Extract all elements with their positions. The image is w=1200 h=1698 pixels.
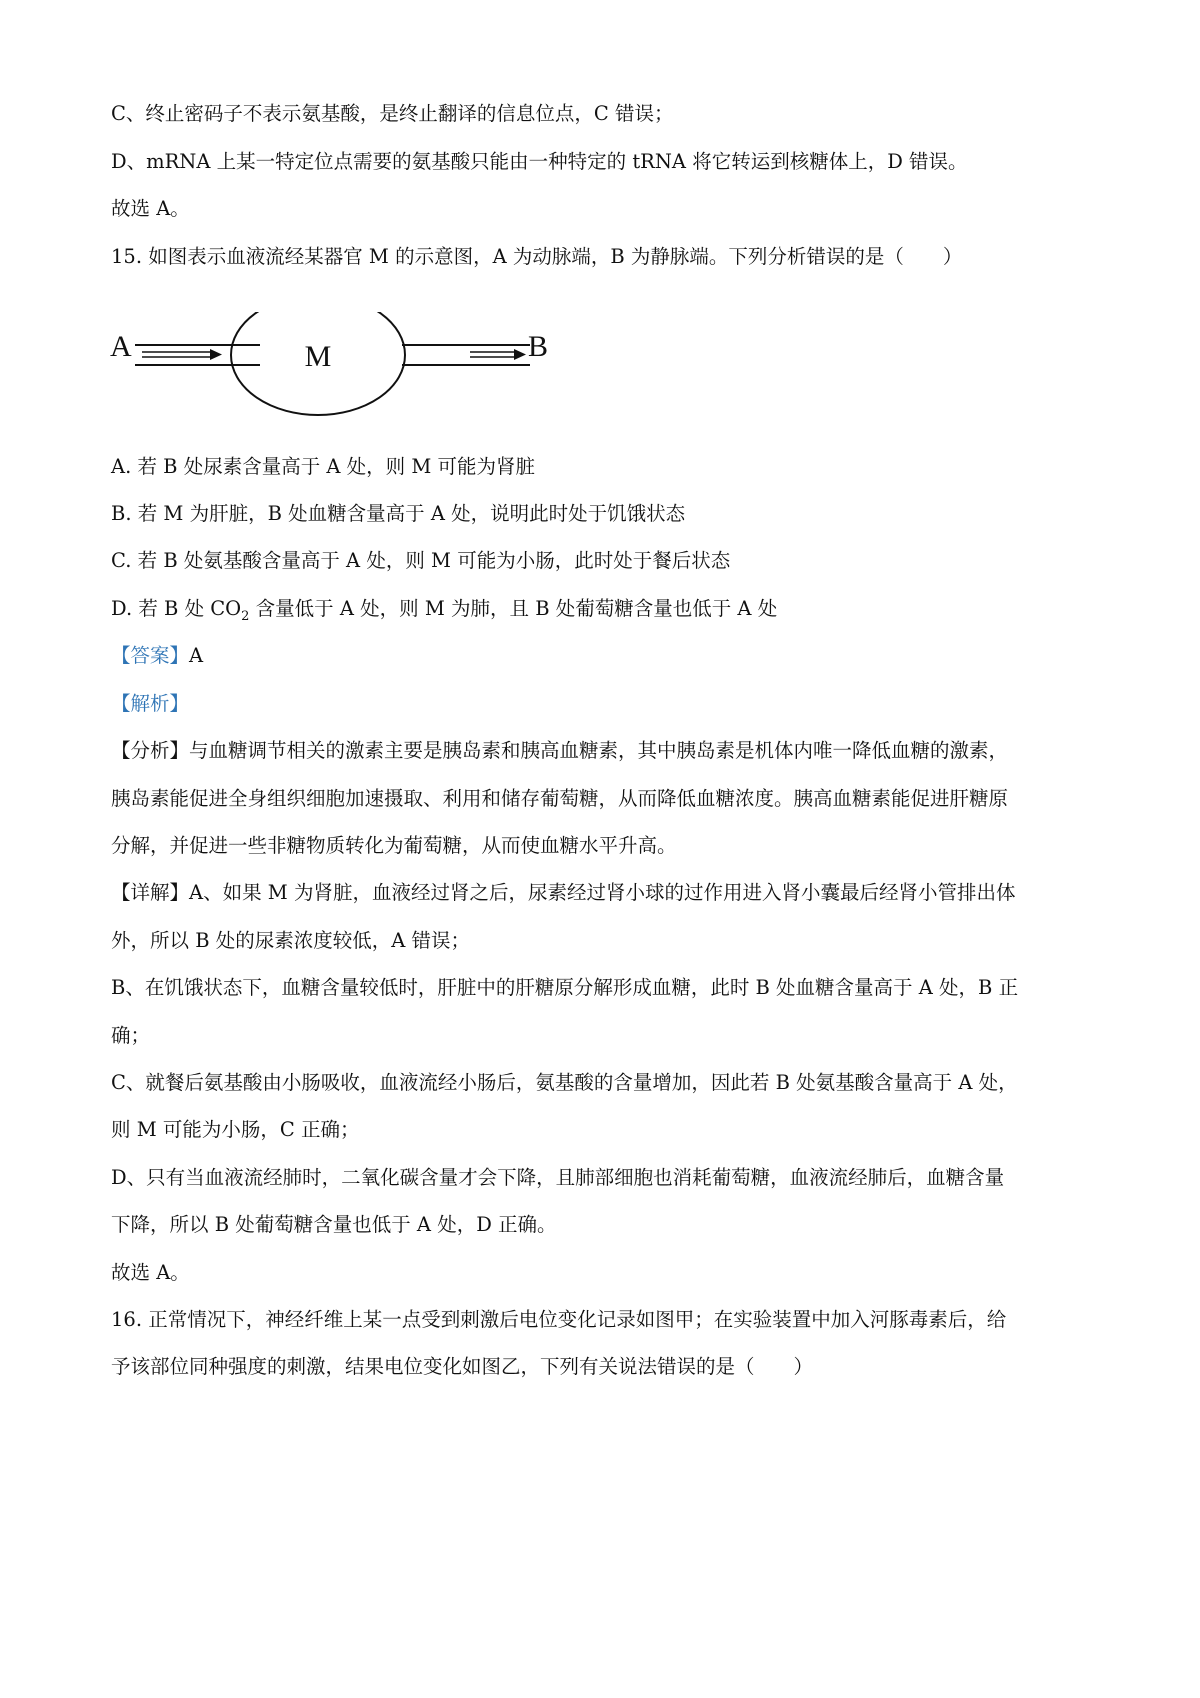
option-d-suffix: 含量低于 A 处，则 M 为肺，且 B 处葡萄糖含量也低于 A 处 xyxy=(249,597,778,620)
answer-tag: 【答案】 xyxy=(111,644,190,667)
text-line: D、mRNA 上某一特定位点需要的氨基酸只能由一种特定的 tRNA 将它转运到核糖体上，D 错误。 xyxy=(111,150,968,173)
diagram-label-b: B xyxy=(528,330,549,363)
analysis-line: 【分析】与血糖调节相关的激素主要是胰岛素和胰高血糖素，其中胰岛素是机体内唯一降低血糖的激素， xyxy=(111,739,1009,762)
diagram-label-m: M xyxy=(304,340,332,373)
analysis-line: 【详解】A、如果 M 为肾脏，血液经过肾之后，尿素经过肾小球的过作用进入肾小囊最后经肾小管排出体 xyxy=(111,881,1016,904)
option-d xyxy=(111,596,777,630)
text-line: 故选 A。 xyxy=(111,197,190,220)
analysis-line: 胰岛素能促进全身组织细胞加速摄取、利用和储存葡萄糖，从而降低血糖浓度。胰高血糖素能促进肝糖原 xyxy=(111,787,1009,810)
analysis-line: 确； xyxy=(111,1024,151,1047)
blood-flow-diagram xyxy=(110,312,570,422)
question-16-stem: 16. 正常情况下，神经纤维上某一点受到刺激后电位变化记录如图甲；在实验装置中加入河豚毒素后，给 xyxy=(111,1308,1007,1331)
option-d-prefix: D. 若 B 处 CO xyxy=(111,597,242,620)
analysis-line: 外，所以 B 处的尿素浓度较低，A 错误； xyxy=(111,929,471,952)
answer-value: A xyxy=(189,644,204,667)
diagram-label-a: A xyxy=(110,330,132,363)
answer-line xyxy=(111,643,203,669)
inflow-arrow-head xyxy=(210,349,222,360)
question-16-stem: 予该部位同种强度的刺激，结果电位变化如图乙，下列有关说法错误的是（ ） xyxy=(111,1355,814,1378)
analysis-line: 故选 A。 xyxy=(111,1261,190,1284)
question-15-stem: 15. 如图表示血液流经某器官 M 的示意图，A 为动脉端，B 为静脉端。下列分析错误的是（ ） xyxy=(111,245,963,268)
analysis-line: 下降，所以 B 处葡萄糖含量也低于 A 处，D 正确。 xyxy=(111,1213,557,1236)
analysis-line: D、只有当血液流经肺时，二氧化碳含量才会下降，且肺部细胞也消耗葡萄糖，血液流经肺后，血糖含量 xyxy=(111,1166,1005,1189)
analysis-line: B、在饥饿状态下，血糖含量较低时，肝脏中的肝糖原分解形成血糖，此时 B 处血糖含量高于 A 处，B 正 xyxy=(111,976,1019,999)
analysis-tag: 【解析】 xyxy=(111,692,190,715)
co2-subscript: 2 xyxy=(241,608,250,624)
analysis-line: C、就餐后氨基酸由小肠吸收，血液流经小肠后，氨基酸的含量增加，因此若 B 处氨基酸含量高于 A 处， xyxy=(111,1071,1018,1094)
option-c: C. 若 B 处氨基酸含量高于 A 处，则 M 可能为小肠，此时处于餐后状态 xyxy=(111,549,731,572)
analysis-line: 分解，并促进一些非糖物质转化为葡萄糖，从而使血糖水平升高。 xyxy=(111,834,677,857)
option-b: B. 若 M 为肝脏，B 处血糖含量高于 A 处，说明此时处于饥饿状态 xyxy=(111,502,686,525)
text-line: C、终止密码子不表示氨基酸，是终止翻译的信息位点，C 错误； xyxy=(111,102,674,125)
option-a: A. 若 B 处尿素含量高于 A 处，则 M 可能为肾脏 xyxy=(111,455,536,478)
analysis-line: 则 M 可能为小肠，C 正确； xyxy=(111,1118,360,1141)
outflow-arrow-head xyxy=(514,349,526,360)
